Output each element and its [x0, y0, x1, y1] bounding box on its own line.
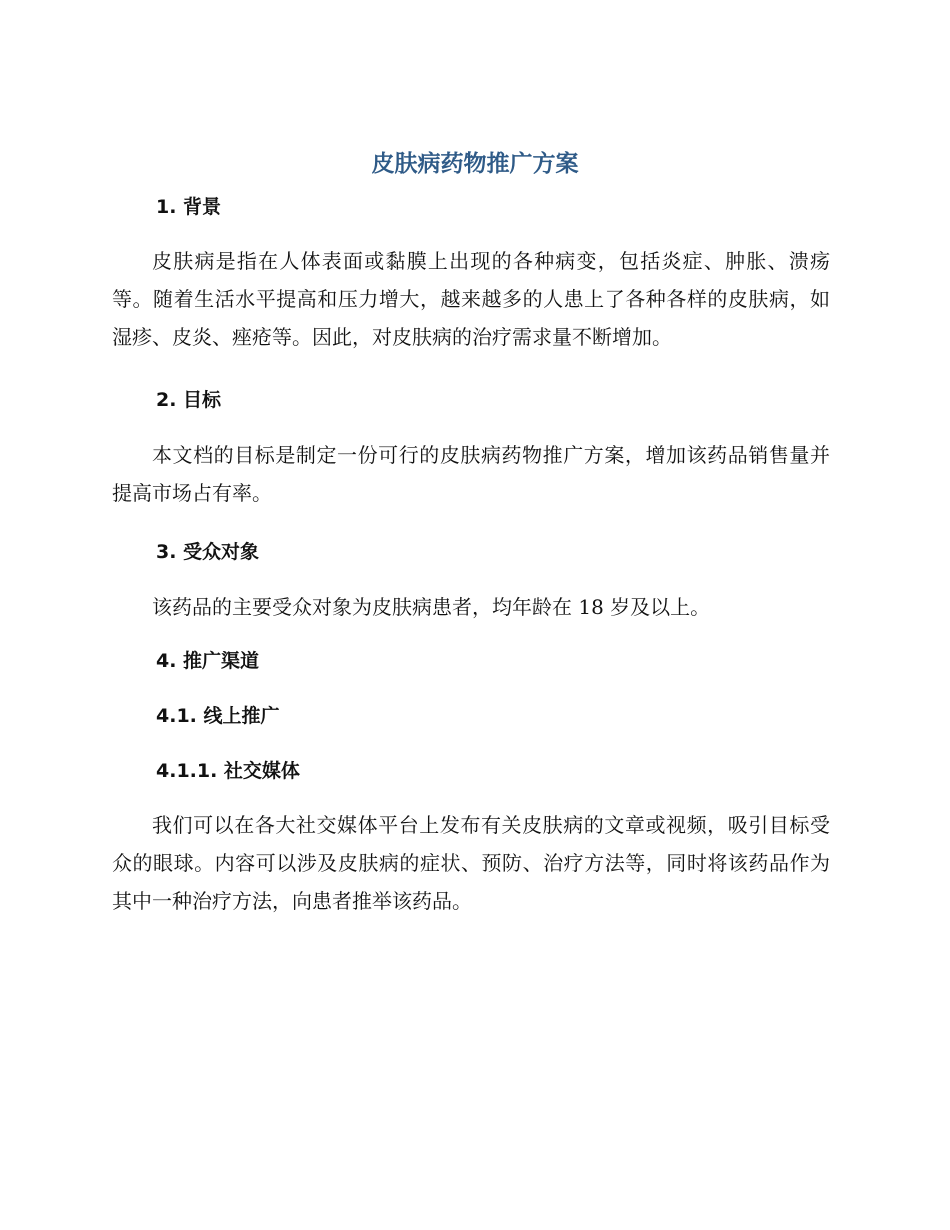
- section-heading-social-media: 4.1.1. 社交媒体: [156, 760, 300, 782]
- section-paragraph-audience: 该药品的主要受众对象为皮肤病患者，均年龄在 18 岁及以上。: [152, 595, 711, 619]
- section-paragraph-background: 皮肤病是指在人体表面或黏膜上出现的各种病变，包括炎症、肿胀、溃疡等。随着生活水平提高和压力增大，越来越多的人患上了各种各样的皮肤病，如湿疹、皮炎、痤疮等。因此，对皮肤病的治疗需求量不断增加。: [112, 249, 830, 349]
- section-heading-audience: 3. 受众对象: [156, 541, 260, 563]
- document-title: 皮肤病药物推广方案: [371, 151, 579, 177]
- section-heading-channels: 4. 推广渠道: [156, 650, 260, 672]
- section-heading-online: 4.1. 线上推广: [156, 705, 280, 727]
- section-paragraph-goal: 本文档的目标是制定一份可行的皮肤病药物推广方案，增加该药品销售量并提高市场占有率。: [112, 443, 830, 505]
- section-heading-goal: 2. 目标: [156, 389, 222, 411]
- section-heading-background: 1. 背景: [156, 196, 222, 218]
- section-paragraph-social-media: 我们可以在各大社交媒体平台上发布有关皮肤病的文章或视频，吸引目标受众的眼球。内容可以涉及皮肤病的症状、预防、治疗方法等，同时将该药品作为其中一种治疗方法，向患者推举该药品。: [112, 813, 830, 913]
